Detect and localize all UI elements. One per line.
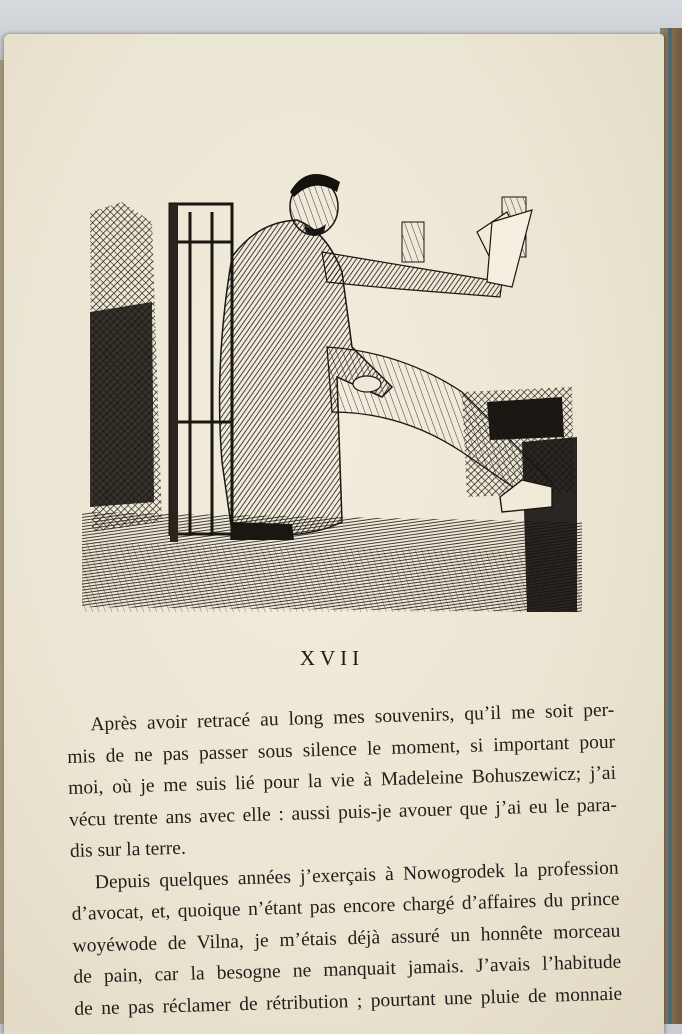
text-line: moi, où je me suis lié pour la vie à Madeleine Bohuszewicz; j’ai (67, 762, 617, 799)
text-line: woyéwode de Vilna, je m’étais déjà assuré un honnête morceau (72, 920, 621, 957)
text-line: Après avoir retracé au long mes souvenirs, qu’il me soit per- (90, 699, 615, 736)
text-line: d’avocat, et, quoique n’étant pas encore chargé d’affaires du prince (71, 888, 620, 925)
text-line: vécu trente ans avec elle : aussi puis-je avouer que j’ai eu le para- (68, 794, 618, 831)
text-line: dis sur la terre. (69, 837, 187, 862)
book-page (4, 34, 664, 1034)
book-stack (402, 222, 424, 262)
text-line: de ne pas réclamer de rétribution ; pourtant une pluie de monnaie (74, 983, 623, 1020)
chapter-heading: XVII (299, 646, 365, 670)
text-line: mis de ne pas passer sous silence le moment, si important pour (67, 731, 616, 768)
book-cover-stripe (668, 28, 672, 1024)
text-line: Depuis quelques années j’exerçais à Nowogrodek la profession (94, 857, 619, 893)
body-text (66, 695, 623, 1025)
engraving-illustration (82, 162, 582, 612)
text-line: de pain, car la besogne ne manquait jamais. J’avais l’habitude (73, 951, 622, 988)
